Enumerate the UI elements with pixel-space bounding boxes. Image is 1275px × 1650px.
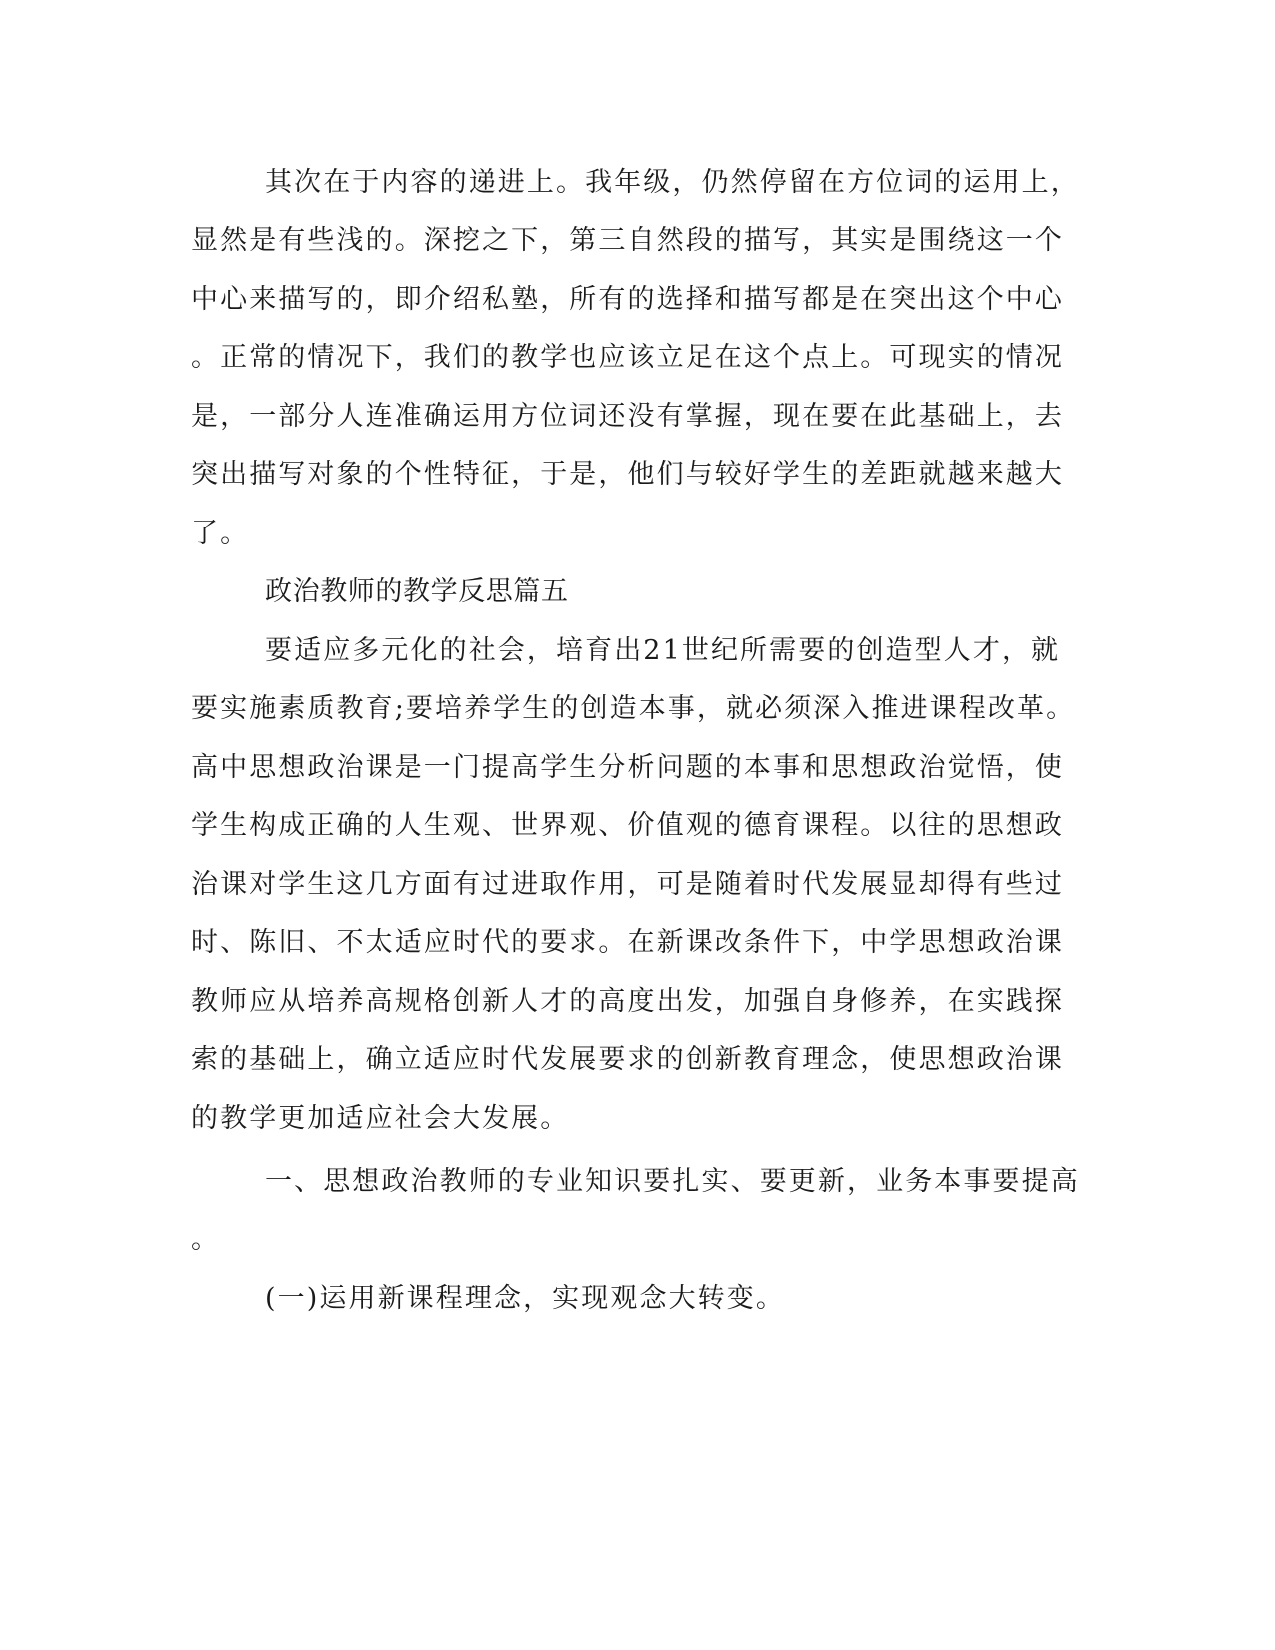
paragraph-line: 要适应多元化的社会，培育出21世纪所需要的创造型人才，就 [265, 635, 1061, 666]
paragraph-line: 中心来描写的，即介绍私塾，所有的选择和描写都是在突出这个中心 [191, 284, 1064, 315]
paragraph-line: 高中思想政治课是一门提高学生分析问题的本事和思想政治觉悟，使 [191, 752, 1064, 783]
subsection-heading: (一)运用新课程理念，实现观念大转变。 [265, 1283, 785, 1314]
paragraph-line: 显然是有些浅的。深挖之下，第三自然段的描写，其实是围绕这一个 [191, 225, 1064, 256]
paragraph-line: 时、陈旧、不太适应时代的要求。在新课改条件下，中学思想政治课 [191, 927, 1064, 958]
paragraph-line: 要实施素质教育;要培养学生的创造本事，就必须深入推进课程改革。 [191, 693, 1076, 724]
paragraph-line: 治课对学生这几方面有过进取作用，可是随着时代发展显却得有些过 [191, 869, 1064, 900]
paragraph-line: 了。 [191, 518, 250, 549]
paragraph-line: 学生构成正确的人生观、世界观、价值观的德育课程。以往的思想政 [191, 810, 1064, 841]
subsection-heading: 一、思想政治教师的专业知识要扎实、要更新，业务本事要提高 [265, 1166, 1080, 1197]
paragraph-line: 教师应从培养高规格创新人才的高度出发，加强自身修养，在实践探 [191, 986, 1064, 1017]
paragraph-line: 突出描写对象的个性特征，于是，他们与较好学生的差距就越来越大 [191, 459, 1064, 490]
paragraph-line: 。正常的情况下，我们的教学也应该立足在这个点上。可现实的情况 [191, 342, 1064, 373]
paragraph-line: 的教学更加适应社会大发展。 [191, 1103, 570, 1134]
section-heading: 政治教师的教学反思篇五 [265, 576, 569, 607]
paragraph-line: 索的基础上，确立适应时代发展要求的创新教育理念，使思想政治课 [191, 1044, 1064, 1075]
paragraph-line: 其次在于内容的递进上。我年级，仍然停留在方位词的运用上， [265, 167, 1080, 198]
paragraph-line: 。 [191, 1224, 221, 1255]
paragraph-line: 是，一部分人连准确运用方位词还没有掌握，现在要在此基础上，去 [191, 401, 1064, 432]
